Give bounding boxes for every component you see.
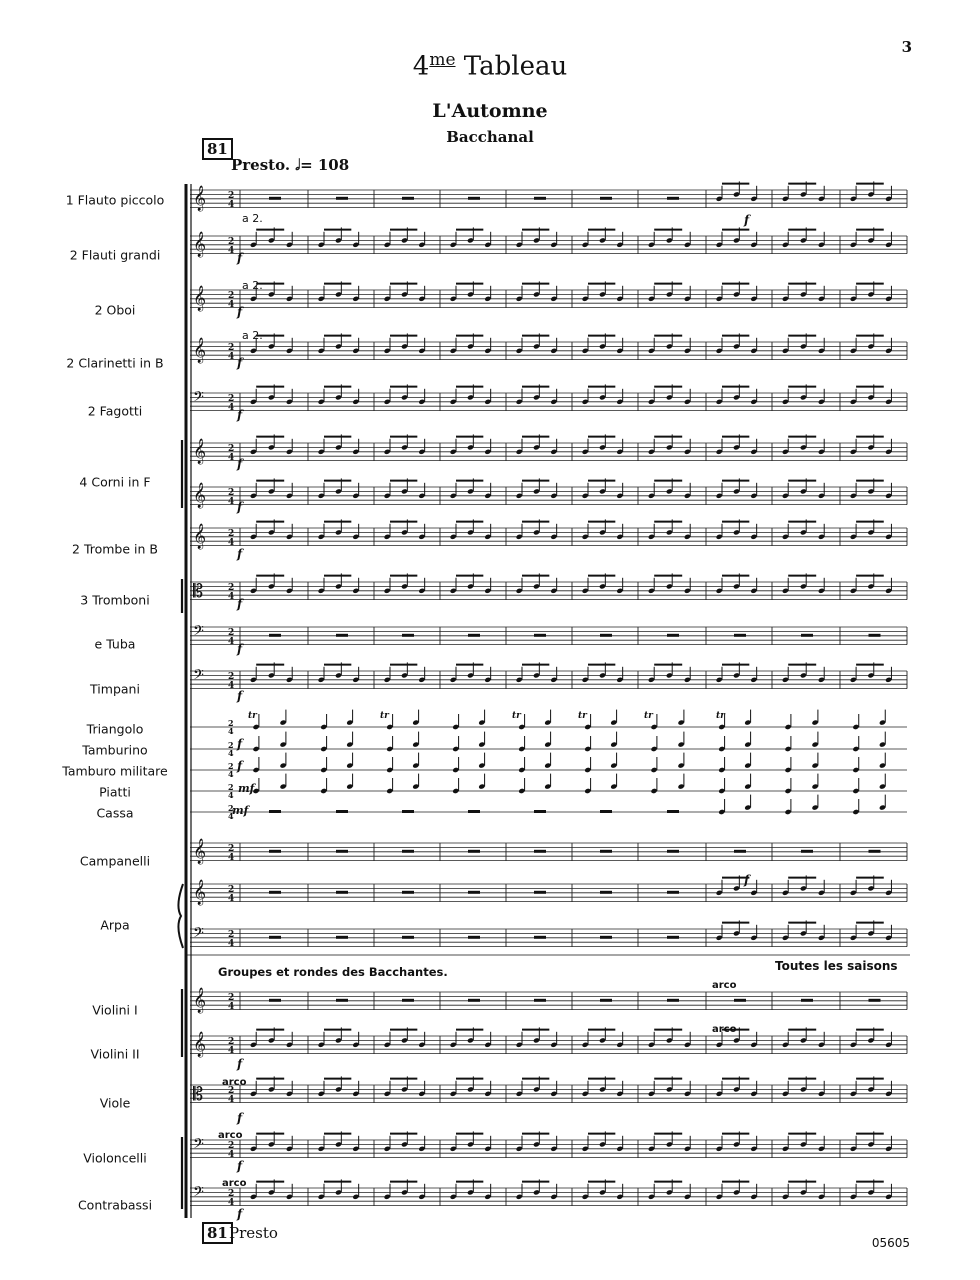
rest-icon (336, 634, 348, 637)
time-signature-icon: 2 (228, 1037, 235, 1047)
treble-clef-icon: 𝄞 (193, 439, 207, 464)
time-signature-icon: 4 (228, 748, 234, 758)
time-signature-icon: 4 (228, 453, 235, 463)
time-signature-icon: 2 (228, 803, 234, 813)
time-signature-icon: 4 (228, 497, 235, 507)
instrument-label: Contrabassi (77, 1197, 153, 1213)
instrument-label: 2 Clarinetti in B (66, 355, 164, 371)
plate-number: 05605 (871, 1236, 910, 1250)
rest-icon (468, 891, 480, 894)
time-signature-icon: 2 (228, 718, 234, 728)
rest-icon (600, 936, 612, 939)
time-signature-icon: 2 (228, 993, 235, 1003)
time-signature-icon: 4 (228, 300, 235, 310)
dynamic-marking: f (237, 759, 243, 773)
instrument-label: Piatti (99, 784, 131, 800)
dynamic-marking: f (237, 251, 243, 265)
rest-icon (534, 936, 546, 939)
tempo-marking (231, 156, 349, 174)
time-signature-icon: 4 (228, 592, 235, 602)
rest-icon (801, 634, 813, 637)
time-signature-icon: 2 (228, 740, 234, 750)
tableau-suffix: me (429, 50, 456, 70)
time-signature-icon: 2 (228, 930, 235, 940)
rest-icon (269, 197, 281, 200)
half-note-icon: 𝅗𝅥 (295, 156, 301, 174)
rest-icon (468, 936, 480, 939)
dynamic-marking: f (237, 1111, 243, 1125)
arco-direction: arco (712, 980, 737, 991)
rest-icon (600, 999, 612, 1002)
rest-icon (336, 891, 348, 894)
rest-icon (667, 810, 679, 813)
rest-icon (468, 999, 480, 1002)
rest-icon (667, 634, 679, 637)
time-signature-icon: 4 (228, 246, 235, 256)
time-signature-icon: 2 (228, 628, 235, 638)
instrument-label: 2 Flauti grandi (69, 247, 161, 263)
season-title: L'Automne (432, 100, 548, 122)
dynamic-marking: f (237, 1159, 243, 1173)
rest-icon (534, 810, 546, 813)
time-signature-icon: 4 (228, 1150, 235, 1160)
trill-marking: tr (578, 711, 587, 721)
time-signature-icon: 4 (228, 403, 235, 413)
time-signature-icon: 2 (228, 1189, 235, 1199)
bass-clef-icon: 𝄢 (193, 623, 204, 643)
rest-icon (402, 634, 414, 637)
rest-icon (667, 891, 679, 894)
dynamic-marking: f (237, 457, 243, 471)
time-signature-icon: 2 (228, 488, 235, 498)
treble-clef-icon: 𝄞 (193, 1032, 207, 1057)
tempo-marking-bottom: Presto (229, 1224, 278, 1242)
metronome-value: = 108 (300, 156, 350, 174)
dynamic-marking: mf (238, 782, 255, 795)
rest-icon (269, 634, 281, 637)
treble-clef-icon: 𝄞 (193, 839, 207, 864)
dynamic-marking: f (237, 597, 243, 611)
rest-icon (402, 999, 414, 1002)
instrument-label: 3 Tromboni (80, 592, 150, 608)
harp-brace-icon (178, 884, 183, 948)
rest-icon (667, 197, 679, 200)
time-signature-icon: 4 (228, 637, 235, 647)
rest-icon (534, 999, 546, 1002)
instrument-label: Violini I (92, 1002, 138, 1018)
rest-icon (801, 999, 813, 1002)
bass-clef-icon: 𝄢 (193, 389, 204, 409)
time-signature-icon: 4 (228, 1046, 235, 1056)
time-signature-icon: 4 (228, 1095, 235, 1105)
time-signature-icon: 2 (228, 343, 235, 353)
page-number: 3 (901, 38, 912, 56)
dance-title: Bacchanal (446, 128, 534, 146)
rest-icon (336, 936, 348, 939)
rest-icon (402, 891, 414, 894)
instrument-label: Arpa (100, 917, 130, 933)
dynamic-marking: f (744, 873, 750, 887)
time-signature-icon: 2 (228, 444, 235, 454)
rest-icon (869, 999, 881, 1002)
arco-direction: arco (712, 1024, 737, 1035)
time-signature-icon: 4 (228, 790, 234, 800)
rest-icon (468, 850, 480, 853)
rest-icon (600, 810, 612, 813)
instrument-label: 1 Flauto piccolo (65, 192, 165, 208)
bass-clef-icon: 𝄢 (193, 925, 204, 945)
time-signature-icon: 2 (228, 844, 235, 854)
time-signature-icon: 2 (228, 761, 234, 771)
tableau-title (0, 50, 980, 82)
time-signature-icon: 4 (228, 352, 235, 362)
time-signature-icon: 2 (228, 291, 235, 301)
time-signature-icon: 4 (228, 939, 235, 949)
rest-icon (869, 850, 881, 853)
time-signature-icon: 2 (228, 885, 235, 895)
rest-icon (600, 197, 612, 200)
rest-icon (402, 810, 414, 813)
instrument-label: 2 Trombe in B (72, 541, 158, 557)
rest-icon (534, 850, 546, 853)
time-signature-icon: 4 (228, 853, 235, 863)
rest-icon (402, 197, 414, 200)
treble-clef-icon: 𝄞 (193, 880, 207, 905)
rest-icon (667, 999, 679, 1002)
time-signature-icon: 2 (228, 583, 235, 593)
rest-icon (600, 891, 612, 894)
rest-icon (600, 850, 612, 853)
rest-icon (336, 999, 348, 1002)
stage-direction: Groupes et rondes des Bacchantes. (218, 965, 448, 979)
instrument-label: Violoncelli (83, 1150, 147, 1166)
instrument-label: Timpani (90, 681, 140, 697)
bass-clef-icon: 𝄢 (193, 667, 204, 687)
instrument-label: Tamburino (82, 742, 148, 758)
instrument-label: Triangolo (86, 721, 144, 737)
time-signature-icon: 2 (228, 672, 235, 682)
instrument-label: 2 Fagotti (87, 403, 143, 419)
a2-direction: a 2. (242, 212, 263, 225)
rest-icon (534, 891, 546, 894)
tableau-number: 4 (412, 51, 430, 82)
text-cue: Toutes les saisons (775, 959, 898, 973)
dynamic-marking: f (237, 547, 243, 561)
time-signature-icon: 4 (228, 200, 235, 210)
treble-clef-icon: 𝄞 (193, 232, 207, 257)
time-signature-icon: 4 (228, 681, 235, 691)
arco-direction: arco (222, 1178, 247, 1189)
time-signature-icon: 4 (228, 811, 234, 821)
dynamic-marking: f (237, 737, 243, 751)
time-signature-icon: 4 (228, 1002, 235, 1012)
dynamic-marking: f (237, 408, 243, 422)
bass-clef-icon: 𝄢 (193, 1184, 204, 1204)
dynamic-marking: f (237, 356, 243, 370)
treble-clef-icon: 𝄞 (193, 286, 207, 311)
time-signature-icon: 4 (228, 1198, 235, 1208)
arco-direction: arco (222, 1077, 247, 1088)
dynamic-marking: f (237, 1207, 243, 1221)
bass-clef-icon: 𝄢 (193, 1136, 204, 1156)
a2-direction: a 2. (242, 279, 263, 292)
time-signature-icon: 2 (228, 237, 235, 247)
time-signature-icon: 4 (228, 769, 234, 779)
rest-icon (869, 634, 881, 637)
alto-clef-icon: 𝄡 (193, 581, 204, 602)
time-signature-icon: 4 (228, 894, 235, 904)
rest-icon (667, 850, 679, 853)
dynamic-marking: mf (232, 804, 249, 817)
treble-clef-icon: 𝄞 (193, 338, 207, 363)
instrument-label: Tamburo militare (62, 763, 168, 779)
dynamic-marking: f (237, 500, 243, 514)
rest-icon (534, 197, 546, 200)
instrument-label: 2 Oboi (94, 302, 136, 318)
time-signature-icon: 2 (228, 529, 235, 539)
rest-icon (336, 197, 348, 200)
rest-icon (801, 850, 813, 853)
instrument-label: 4 Corni in F (79, 474, 151, 490)
trill-marking: tr (380, 711, 389, 721)
rest-icon (269, 999, 281, 1002)
tempo-text: Presto. (231, 156, 291, 174)
rest-icon (734, 850, 746, 853)
trill-marking: tr (716, 711, 725, 721)
rest-icon (600, 634, 612, 637)
trill-marking: tr (644, 711, 653, 721)
dynamic-marking: f (237, 305, 243, 319)
trill-marking: tr (248, 711, 257, 721)
rest-icon (468, 197, 480, 200)
instrument-label: Viole (99, 1095, 131, 1111)
rest-icon (336, 810, 348, 813)
time-signature-icon: 2 (228, 191, 235, 201)
rest-icon (402, 936, 414, 939)
treble-clef-icon: 𝄞 (193, 483, 207, 508)
instrument-label: Campanelli (79, 853, 151, 869)
dynamic-marking: f (237, 642, 243, 656)
time-signature-icon: 4 (228, 726, 234, 736)
rehearsal-mark-top: 81 (202, 138, 233, 160)
a2-direction: a 2. (242, 329, 263, 342)
treble-clef-icon: 𝄞 (193, 186, 207, 211)
rest-icon (468, 634, 480, 637)
rest-icon (269, 810, 281, 813)
rest-icon (269, 850, 281, 853)
rest-icon (336, 850, 348, 853)
rest-icon (667, 936, 679, 939)
time-signature-icon: 2 (228, 394, 235, 404)
rest-icon (269, 936, 281, 939)
treble-clef-icon: 𝄞 (193, 524, 207, 549)
dynamic-marking: f (237, 689, 243, 703)
instrument-label: Cassa (96, 805, 134, 821)
tableau-word: Tableau (463, 51, 568, 82)
rest-icon (534, 634, 546, 637)
rehearsal-mark-bottom: 81 (202, 1222, 233, 1244)
alto-clef-icon: 𝄡 (193, 1084, 204, 1105)
time-signature-icon: 4 (228, 538, 235, 548)
instrument-label: Violini II (90, 1046, 140, 1062)
time-signature-icon: 2 (228, 1141, 235, 1151)
time-signature-icon: 2 (228, 782, 234, 792)
trill-marking: tr (512, 711, 521, 721)
rest-icon (468, 810, 480, 813)
rest-icon (734, 999, 746, 1002)
dynamic-marking: f (237, 1057, 243, 1071)
rest-icon (402, 850, 414, 853)
dynamic-marking: f (744, 213, 750, 227)
time-signature-icon: 2 (228, 1086, 235, 1096)
rest-icon (269, 891, 281, 894)
instrument-label: e Tuba (94, 636, 136, 652)
arco-direction: arco (218, 1130, 243, 1141)
treble-clef-icon: 𝄞 (193, 988, 207, 1013)
rest-icon (734, 634, 746, 637)
